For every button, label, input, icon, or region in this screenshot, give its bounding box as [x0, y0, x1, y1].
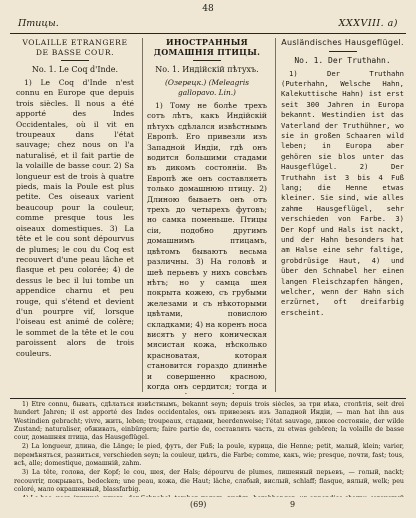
german-title-separator: [329, 51, 357, 52]
russian-section-title: ИНОСТРАННЫЯ ДОМАШНІЯ ПТИЦЫ.: [153, 37, 261, 57]
footnote: 3) La tête, голова, der Kopf; le cou, шея, der Hals; dépourvu de plumes, лишенный перьевъ, — голый, nackt; recouvrir, покрывать, bedecken; une peau, кожа, die Haut; lâche, слабый, вислый, schlaff; flasque, вялый, welk; peu coloré, мало окрашенный, blassfarbig.: [14, 469, 404, 493]
french-body-text: 1) Le Coq d'Inde n'est connu en Europe que depuis trois siècles. Il nous a été apporté des Indes Occidentales, où il vit en troupeaux dans l'état sauvage; chez nous on l'a naturalisé, et il fait partie de la volaille de basse cour. 2) Sa longueur est de trois à quatre pieds, mais la Poule est plus petite. Ces oiseaux varient beaucoup pour la couleur, comme presque tous les oiseaux domestiques. 3) La tête et le cou sont dépourvus de plumes; le cou du Coq est recouvert d'une peau lâche et flasque et peu colorée; 4) de dessus le bec il lui tombe un appendice charnu et peu rouge, qui s'étend et devient d'un pourpre vif, lorsque l'oiseau est animé de colère; le sommet de la tête et le cou paroissent alors de trois couleurs.: [16, 78, 134, 358]
footnote-rule: [10, 398, 406, 399]
russian-title-separator: [193, 60, 221, 61]
column-divider-1: [142, 38, 143, 392]
russian-column: [147, 36, 267, 394]
footnote: [14, 495, 404, 497]
running-head-right: XXXVIII. a): [338, 18, 398, 29]
footnote: 2) La longueur, длина, die Länge; le pied, футъ, der Fuß; la poule, курица, die Henne; petit, малый, klein; varier, перемѣняться, разниться, verschieden seyn; la couleur, цвѣтъ, die Farbe; comme, какъ, wie; presque, почти, fast; tous, всѣ, alle; domestique, домашній, zahm.: [14, 443, 404, 468]
german-body-text: 1) Der Truthahn (Puterhahn, Welsche Hahn, Kalekuttische Hahn) ist erst seit 300 Jahren in Europa bekannt. Westindien ist das Vaterland der Truthühner, wo sie in großen Schaaren wild leben; in Europa aber gehören sie blos unter das Hausgeflügel. 2) Der Truthahn ist 3 bis 4 Fuß lang; die Henne etwas kleiner. Sie sind, wie alles zahme Hausgeflügel, sehr verschieden von Farbe. 3) Der Kopf und Hals ist nackt, und der Hahn besonders hat am Halse eine sehr faltige, grobdrüsige Haut, 4) und über den Schnabel her einen langen Fleischzapfen hängen, welcher, wenn der Hahn sich erzürnet, oft dreifarbig erscheint.: [281, 68, 404, 317]
running-head: [18, 18, 398, 32]
footnote: 1) Être connu, бывать, сдѣлаться извѣстнымъ, bekannt seyn; depuis trois siècles, за три вѣка, столѣтія, seit drei hundert Jahren; il est apporté des Indes occidentales, онъ привезенъ изъ Западной Индіи, — man hat ihn aus Westindien gebracht; vivre, жить, leben; troupeaux, стадами, heerdenweise; l'état sauvage, дикое состояніе, der wilde Zustand; naturaliser, обживать, einbürgern; faire partie de, составлять часть, zu etwas gehören; la volaille de basse cour, домашняя птица, das Hausgeflügel.: [14, 401, 404, 442]
german-entry-title: No. 1. Der Truthahn.: [294, 55, 391, 65]
russian-entry-title: No. 1. Индійскій пѣтухъ.: [155, 65, 259, 74]
footnotes: [14, 401, 404, 497]
german-column: [281, 36, 404, 394]
running-head-left: Птицы.: [18, 18, 59, 29]
french-entry-title: No. 1. Le Coq d'Inde.: [31, 65, 119, 74]
french-title-separator: [61, 60, 89, 61]
russian-body-text: 1) Тому не болѣе трехъ сотъ лѣтъ, какъ Индійскій пѣтухъ сдѣлался извѣстнымъ Европѣ. Его привезли изъ Западной Индіи, гдѣ онъ водится большими стадами въ дикомъ состояніи. Въ Европѣ же онъ составляетъ только домашнюю птицу. 2) Длиною бываетъ онъ отъ трехъ до четырехъ футовъ; но самка поменьше. Птицы сіи, подобно другимъ домашнимъ птицамъ, цвѣтомъ бываютъ весьма различны. 3) На головѣ и шеѣ перьевъ у нихъ совсѣмъ нѣтъ; но у самца шея покрыта кожею, съ грубыми железами и съ нѣкоторыми цвѣтами, повислою складками; 4) на коренъ носа висятъ у него коническая мясистая кожа, нѣсколько красноватая, которая становится гораздо длиннѣе и совершенно красною, когда онъ сердится; тогда и: [147, 101, 267, 391]
column-divider-2: [275, 38, 276, 392]
russian-entry-meta: (Озерецк.) (Meleagris gallopavo. Lin.): [165, 78, 249, 97]
french-column: [16, 36, 134, 394]
text-columns: [16, 36, 404, 394]
german-section-title: Ausländisches Hausgeflügel.: [281, 38, 404, 47]
header-rule: [10, 33, 406, 34]
french-section-title: VOLAILLE ETRANGERE DE BASSE COUR.: [22, 38, 128, 57]
gathering-number: 9: [290, 500, 296, 509]
printer-signature: (69): [190, 500, 207, 509]
page-number: 48: [202, 4, 214, 14]
